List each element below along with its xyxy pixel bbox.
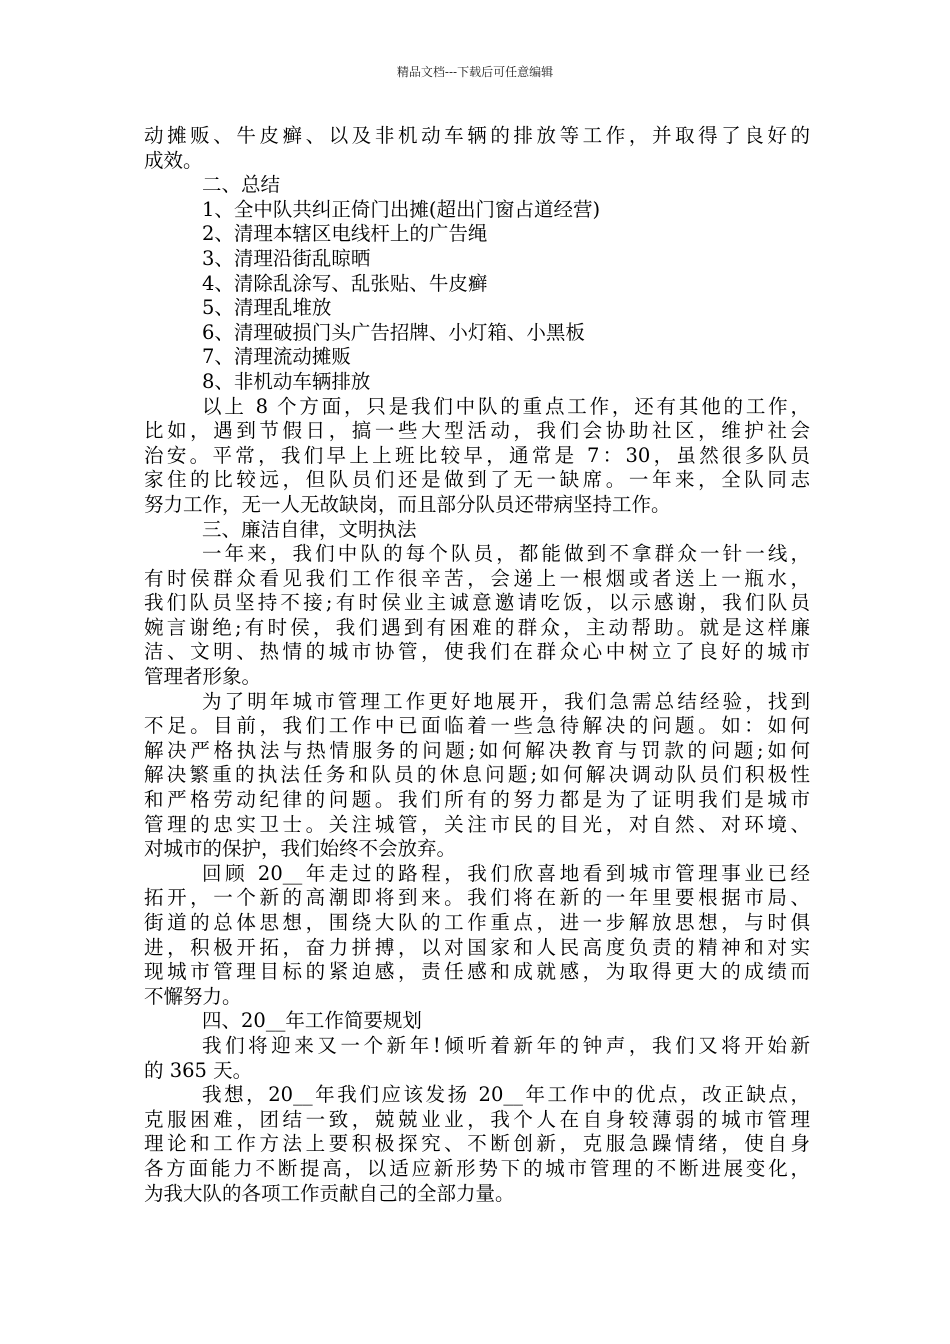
text-line: 为了明年城市管理工作更好地展开，我们急需总结经验，找到 [202,689,810,713]
text-line: 不足。目前，我们工作中已面临着一些急待解决的问题。如：如何 [144,714,810,738]
text-line: 进，积极开拓，奋力拼搏，以对国家和人民高度负责的精神和对实 [144,935,810,959]
text-line: 解决繁重的执法任务和队员的休息问题;如何解决调动队员们积极性 [144,763,810,787]
text-line: 3、清理沿街乱晾晒 [202,246,371,270]
text-line: 成效。 [144,148,203,172]
text-line: 理论和工作方法上要积极探究、不断创新，克服急躁情绪，使自身 [144,1132,810,1156]
text-line: 和严格劳动纪律的问题。我们所有的努力都是为了证明我们是城市 [144,788,810,812]
text-line: 5、清理乱堆放 [202,296,332,320]
text-line: 婉言谢绝;有时侯，我们遇到有困难的群众，主动帮助。就是这样廉 [144,615,810,639]
text-line: 8、非机动车辆排放 [202,369,371,393]
text-line: 拓开，一个新的高潮即将到来。我们将在新的一年里要根据市局、 [144,886,810,910]
text-line: 克服困难，团结一致，兢兢业业，我个人在自身较薄弱的城市管理 [144,1107,810,1131]
text-line: 管理的忠实卫士。关注城管，关注市民的目光，对自然、对环境、 [144,812,810,836]
text-line: 四、20__年工作简要规划 [202,1009,422,1033]
text-line: 以上 8 个方面，只是我们中队的重点工作，还有其他的工作， [202,394,810,418]
text-line: 解决严格执法与热情服务的问题;如何解决教育与罚款的问题;如何 [144,738,810,762]
text-line: 为我大队的各项工作贡献自己的全部力量。 [144,1181,515,1205]
text-line: 我们队员坚持不接;有时侯业主诚意邀请吃饭，以示感谢，我们队员 [144,591,810,615]
text-line: 一年来，我们中队的每个队员，都能做到不拿群众一针一线， [202,542,810,566]
text-line: 管理者形象。 [144,665,262,689]
text-line: 6、清理破损门头广告招牌、小灯箱、小黑板 [202,320,585,344]
text-line: 现城市管理目标的紧迫感，责任感和成就感，为取得更大的成绩而 [144,960,810,984]
page-header: 精品文档---下载后可任意编辑 [396,65,554,79]
text-line: 不懈努力。 [144,984,242,1008]
text-line: 我想，20__年我们应该发扬 20__年工作中的优点，改正缺点， [202,1083,810,1107]
text-line: 回顾 20__年走过的路程，我们欣喜地看到城市管理事业已经 [202,861,810,885]
text-line: 二、总结 [202,173,281,197]
text-line: 三、廉洁自律，文明执法 [202,517,417,541]
text-line: 1、全中队共纠正倚门出摊(超出门窗占道经营) [202,197,601,221]
text-line: 比如，遇到节假日，搞一些大型活动，我们会协助社区，维护社会 [144,419,810,443]
text-line: 2、清理本辖区电线杆上的广告绳 [202,222,488,246]
text-line: 有时侯群众看见我们工作很辛苦，会递上一根烟或者送上一瓶水， [144,566,810,590]
text-line: 街道的总体思想，围绕大队的工作重点，进一步解放思想，与时俱 [144,911,810,934]
text-line: 各方面能力不断提高，以适应新形势下的城市管理的不断进展变化， [144,1156,810,1180]
text-line: 家住的比较远，但队员们还是做到了无一缺席。一年来，全队同志 [144,468,810,492]
text-line: 的 365 天。 [144,1058,253,1082]
text-line: 7、清理流动摊贩 [202,345,351,369]
text-line: 洁、文明、热情的城市协管，使我们在群众心中树立了良好的城市 [144,640,810,664]
text-line: 治安。平常，我们早上上班比较早，通常是 7：30，虽然很多队员 [144,443,810,467]
text-line: 4、清除乱涂写、乱张贴、牛皮癣 [202,271,488,295]
document-body [144,124,810,1206]
text-line: 对城市的保护，我们始终不会放弃。 [144,837,457,861]
text-line: 努力工作，无一人无故缺岗，而且部分队员还带病坚持工作。 [144,492,671,516]
text-line: 动摊贩、牛皮癣、以及非机动车辆的排放等工作，并取得了良好的 [144,124,810,147]
text-line: 我们将迎来又一个新年!倾听着新年的钟声，我们又将开始新 [202,1033,810,1057]
